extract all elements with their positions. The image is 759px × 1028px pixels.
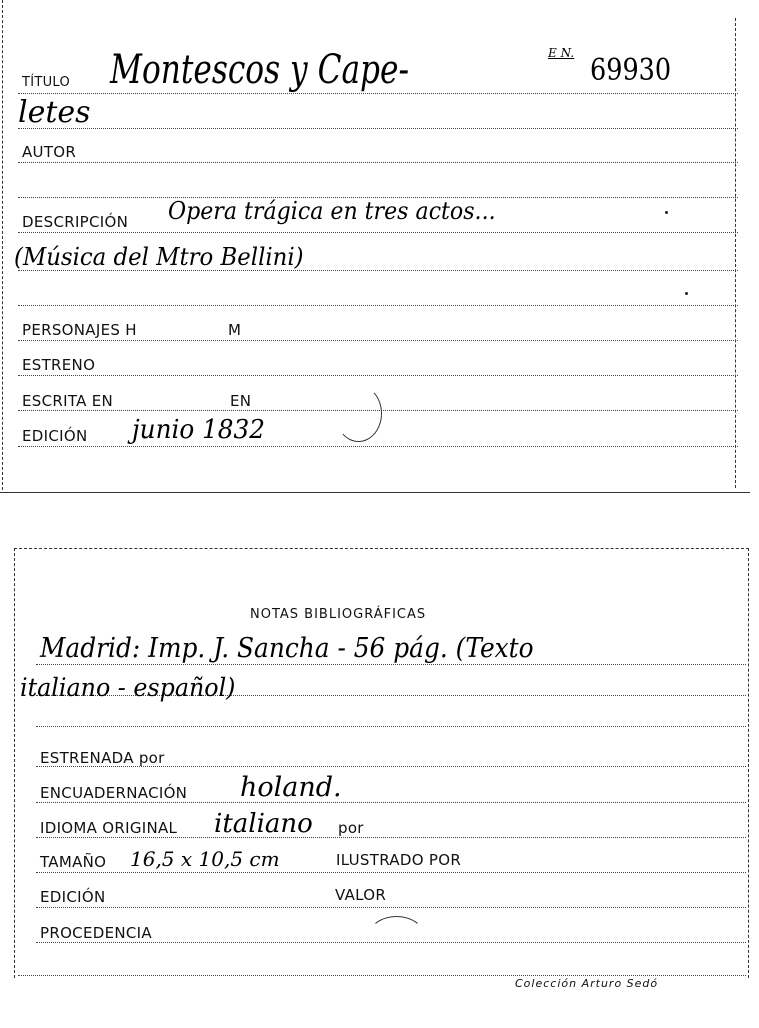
- autor-label: AUTOR: [22, 143, 77, 161]
- estrenada-label: ESTRENADA por: [40, 749, 165, 767]
- rule-notas-3: [36, 726, 746, 727]
- rule-blank-2: [18, 305, 738, 306]
- procedencia-label: PROCEDENCIA: [40, 924, 152, 942]
- idioma-handwritten: italiano: [214, 809, 313, 839]
- encuadernacion-handwritten: holand.: [240, 772, 342, 803]
- valor-label: VALOR: [335, 886, 387, 904]
- notas-handwritten-2: italiano - español): [20, 673, 236, 702]
- rule-encuadernacion: [36, 802, 746, 803]
- descripcion-handwritten-2: (Música del Mtro Bellini): [14, 243, 304, 271]
- encuadernacion-label: ENCUADERNACIÓN: [40, 784, 188, 802]
- catalog-prefix: E N.: [548, 46, 575, 60]
- idioma-por-label: por: [338, 819, 364, 837]
- rule-descripcion: [18, 232, 738, 233]
- titulo-handwritten-2: letes: [18, 95, 91, 130]
- catalog-number: 69930: [590, 53, 672, 88]
- card-bottom-edge: [0, 492, 750, 493]
- personajes-h-label: PERSONAJES H: [22, 321, 137, 339]
- rule-titulo-2: [18, 128, 738, 129]
- notas-heading: NOTAS BIBLIOGRÁFICAS: [250, 607, 427, 622]
- rule-notas-1: [36, 664, 746, 665]
- edicion-label: EDICIÓN: [22, 427, 88, 445]
- rule-edicion: [36, 907, 746, 908]
- card-left-edge: [2, 0, 3, 490]
- rule-estreno: [18, 375, 738, 376]
- rule-autor: [18, 162, 738, 163]
- estreno-label: ESTRENO: [22, 356, 96, 374]
- tamano-label: TAMAÑO: [40, 853, 107, 871]
- rule-idioma: [36, 837, 746, 838]
- rule-edicion: [18, 446, 738, 447]
- titulo-handwritten-1: Montescos y Cape-: [110, 47, 410, 93]
- tamano-handwritten: 16,5 x 10,5 cm: [130, 847, 280, 871]
- paper-mark: [368, 916, 425, 958]
- catalog-card-back: [0, 540, 759, 990]
- card-right-edge: [748, 548, 749, 978]
- catalog-card-front: [0, 0, 759, 495]
- rule-tamano: [36, 872, 746, 873]
- ink-speck: [665, 211, 668, 214]
- card-right-edge: [735, 18, 736, 488]
- descripcion-label: DESCRIPCIÓN: [22, 213, 129, 231]
- personajes-m-label: M: [228, 321, 242, 339]
- rule-personajes: [18, 340, 738, 341]
- card-left-edge: [14, 548, 15, 978]
- card-top-edge: [14, 548, 749, 549]
- paper-mark: [335, 385, 382, 442]
- notas-handwritten-1: Madrid: Imp. J. Sancha - 56 pág. (Texto: [40, 633, 534, 664]
- descripcion-handwritten-1: Opera trágica en tres actos...: [168, 197, 496, 225]
- rule-titulo: [18, 93, 738, 94]
- ilustrado-label: ILUSTRADO POR: [336, 851, 462, 869]
- escrita-en-second-label: EN: [230, 392, 252, 410]
- ink-speck: [685, 292, 688, 295]
- edicion-handwritten: junio 1832: [132, 415, 265, 445]
- titulo-label: TÍTULO: [22, 75, 71, 90]
- escrita-en-label: ESCRITA EN: [22, 392, 114, 410]
- idioma-label: IDIOMA ORIGINAL: [40, 819, 178, 837]
- collection-stamp: Colección Arturo Sedó: [515, 977, 659, 990]
- rule-bottom: [18, 975, 746, 976]
- edicion-back-label: EDICIÓN: [40, 888, 106, 906]
